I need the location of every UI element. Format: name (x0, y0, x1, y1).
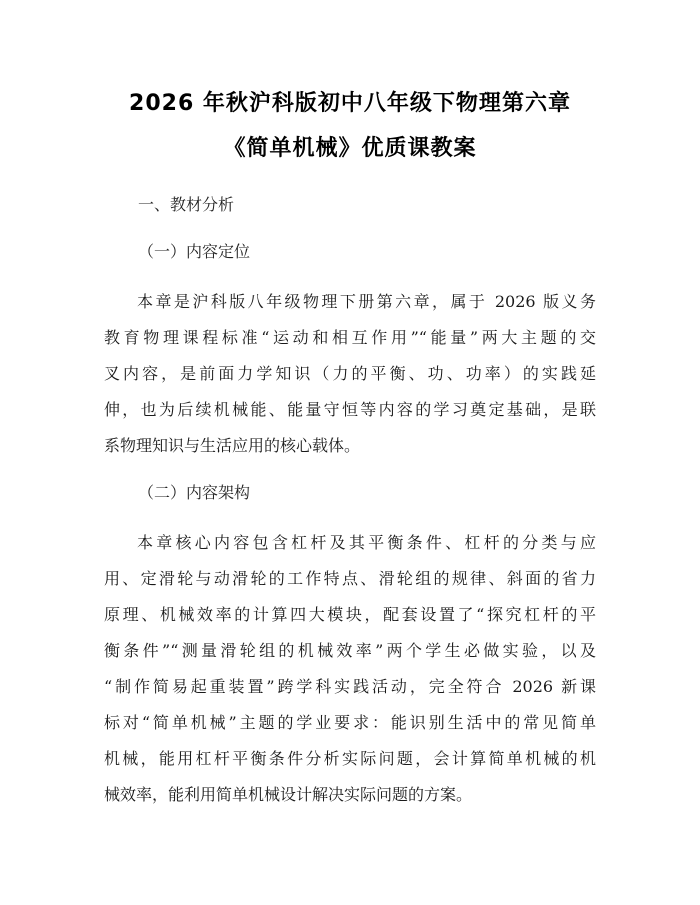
paragraph-line: 本章是沪科版八年级物理下册第六章，属于 2026 版义务 (137, 292, 596, 311)
paragraph-line: 本章核心内容包含杠杆及其平衡条件、杠杆的分类与应 (137, 533, 596, 552)
paragraph-line: 机械，能用杠杆平衡条件分析实际问题，会计算简单机械的机 (104, 749, 596, 768)
paragraph-line: 伸，也为后续机械能、能量守恒等内容的学习奠定基础，是联 (104, 400, 596, 419)
document-title-line-1: 2026 年秋沪科版初中八年级下物理第六章 (129, 91, 571, 116)
paragraph-line: 叉内容，是前面力学知识（力的平衡、功、功率）的实践延 (104, 364, 596, 383)
paragraph-line: 标对“简单机械”主题的学业要求：能识别生活中的常见简单 (104, 713, 596, 732)
paragraph-line: 教育物理课程标准“运动和相互作用”“能量”两大主题的交 (104, 328, 596, 347)
paragraph-line: “制作简易起重装置”跨学科实践活动，完全符合 2026 新课 (104, 677, 596, 696)
document-title-line-2: 《简单机械》优质课教案 (223, 136, 477, 161)
paragraph-line: 衡条件”“测量滑轮组的机械效率”两个学生必做实验，以及 (104, 641, 596, 660)
subsection-heading-content-positioning: （一）内容定位 (138, 242, 251, 261)
paragraph-line: 械效率，能利用简单机械设计解决实际问题的方案。 (104, 785, 473, 804)
subsection-heading-content-structure: （二）内容架构 (138, 483, 251, 502)
paragraph-line: 用、定滑轮与动滑轮的工作特点、滑轮组的规律、斜面的省力 (104, 569, 596, 588)
paragraph-line: 系物理知识与生活应用的核心载体。 (104, 436, 361, 455)
section-heading-textbook-analysis: 一、教材分析 (138, 195, 235, 214)
paragraph-line: 原理、机械效率的计算四大模块，配套设置了“探究杠杆的平 (104, 605, 596, 624)
